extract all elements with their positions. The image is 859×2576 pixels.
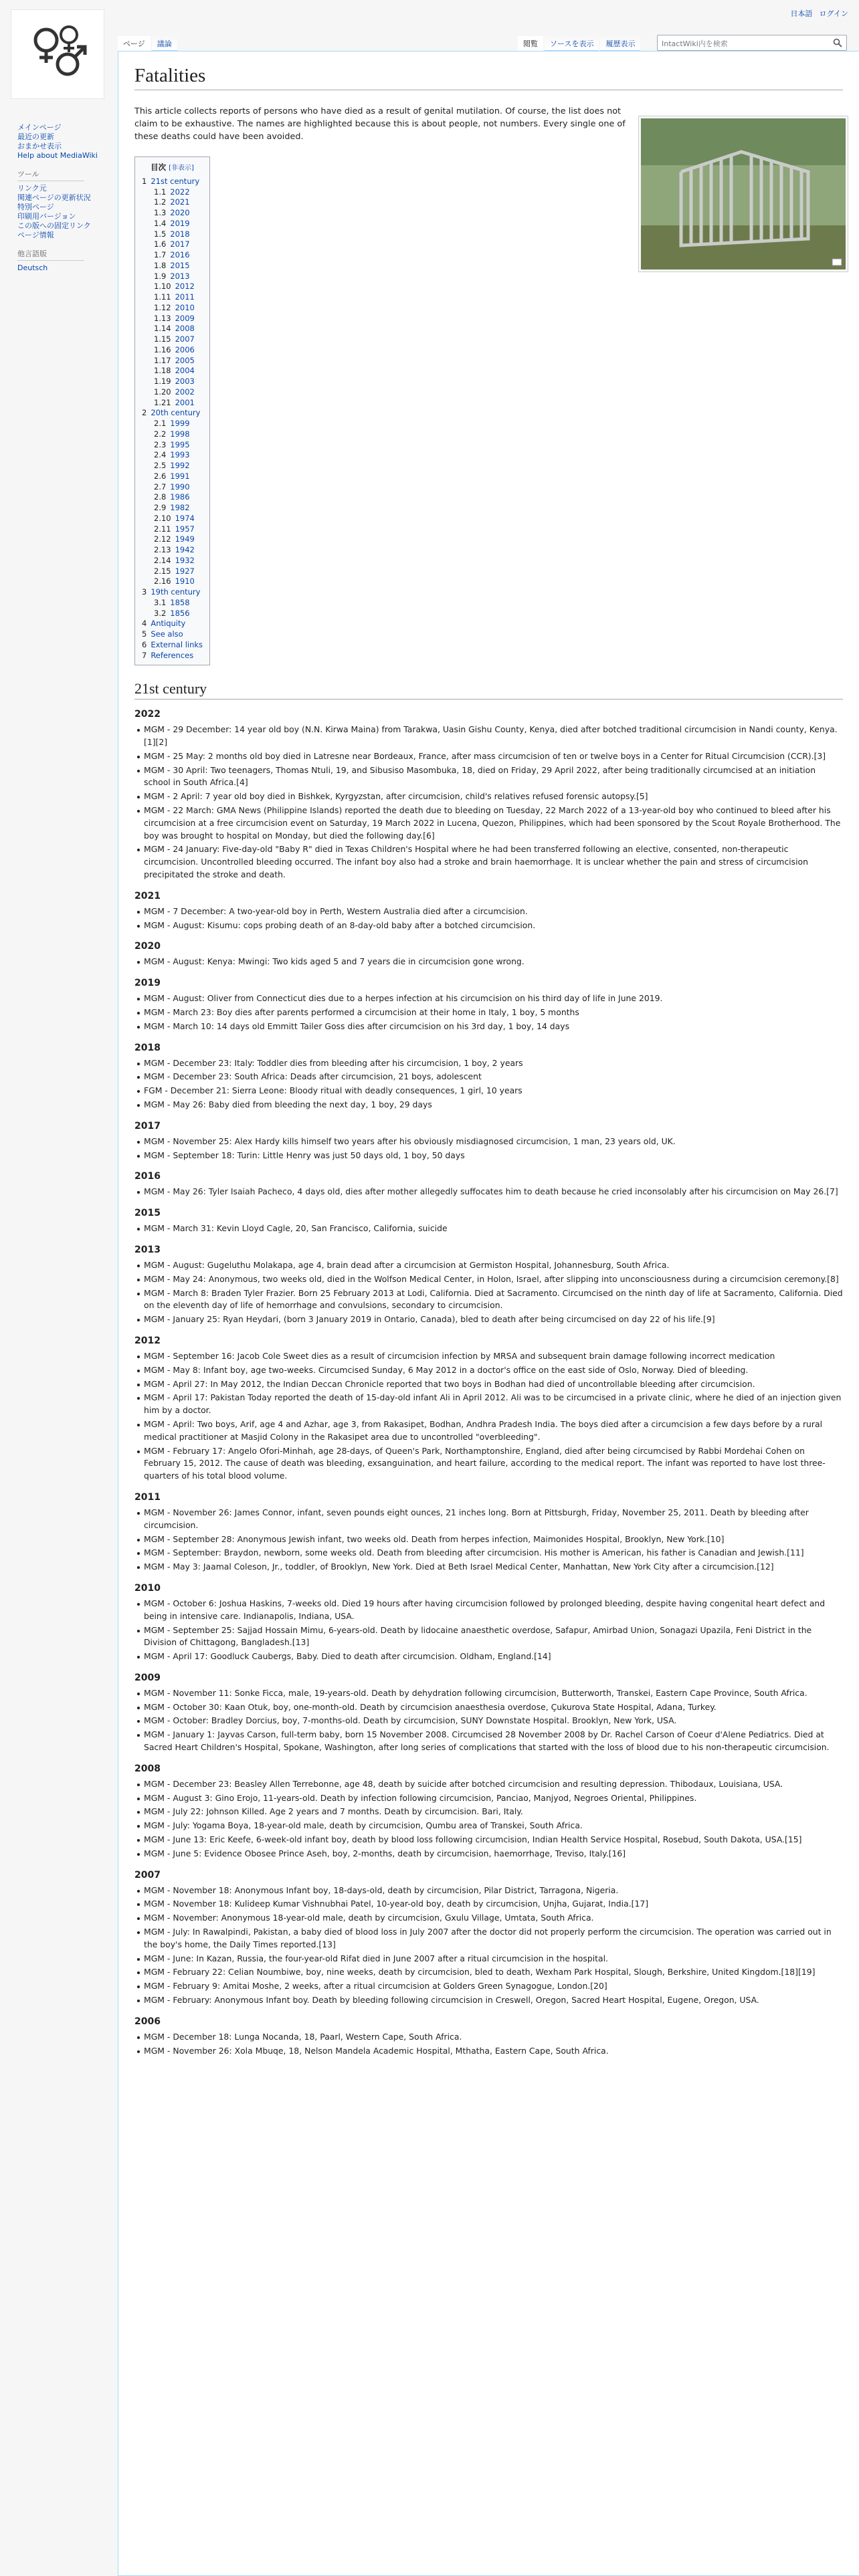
event-item: MGM - June 13: Eric Keefe, 6-week-old infant boy, death by blood loss following circumcision, Indian Health Service Hospital, Rosebud, South Dakota, USA.[15] xyxy=(134,1834,843,1846)
toc-item[interactable] xyxy=(142,576,203,587)
toc-item-label[interactable]: 2013 xyxy=(170,271,190,281)
event-item: MGM - February 17: Angelo Ofori-Minhah, age 28-days, of Queen's Park, Northamptonshire, England, died after being circumcised by Rabbi Mordehai Cohen on February 15, 2012. The cause of death was bleeding, exsanguination, and heart failure, according to the medical report. The infant was reported to have lost three-quarters of his total blood volume. xyxy=(134,1445,843,1483)
toc-item-number: 1.3 xyxy=(154,208,167,217)
toc-item-label[interactable]: 1932 xyxy=(175,555,195,565)
event-list xyxy=(134,1136,843,1162)
toc-item[interactable] xyxy=(142,334,203,345)
toc-item-number: 2.3 xyxy=(154,439,167,449)
toc-item-label[interactable]: 1993 xyxy=(170,450,190,460)
toc-item-number: 3 xyxy=(142,587,147,597)
toc-item-number: 1.20 xyxy=(154,387,171,397)
sidebar-item-tool[interactable]: 印刷用バージョン xyxy=(17,212,76,221)
toc-item-label[interactable]: 2008 xyxy=(175,324,195,334)
toc-item-label[interactable]: 1999 xyxy=(170,419,190,428)
event-item: MGM - February: Anonymous Infant boy. Death by bleeding following circumcision in Creswell, Oregon, Sacred Heart Hospital, Eugene, Oregon, USA. xyxy=(134,1994,843,2007)
toc-item-label[interactable]: 2016 xyxy=(170,250,190,259)
toc-item-number: 2.5 xyxy=(154,461,167,470)
toc-item-number: 1.10 xyxy=(154,282,171,292)
toc-list xyxy=(142,177,203,661)
toc-item-label[interactable]: 1942 xyxy=(175,545,195,554)
toc-item[interactable] xyxy=(142,261,203,272)
event-item: MGM - November: Anonymous 18-year-old male, death by circumcision, Gxulu Village, Umtata, South Africa. xyxy=(134,1912,843,1925)
tab-read[interactable]: 閲覧 xyxy=(518,36,543,51)
toc-item[interactable] xyxy=(142,250,203,261)
sidebar-languages xyxy=(17,263,118,273)
toc-item[interactable] xyxy=(142,471,203,482)
toc-item-number: 1.2 xyxy=(154,197,167,207)
toc-item[interactable] xyxy=(142,282,203,292)
search-placeholder: IntactWiki内を検索 xyxy=(662,39,728,48)
toc-item-number: 1 xyxy=(142,176,147,186)
event-item: MGM - December 23: South Africa: Deads after circumcision, 21 boys, adolescent xyxy=(134,1071,843,1083)
toc-item[interactable] xyxy=(142,619,203,629)
year-heading: 2013 xyxy=(134,1244,161,1255)
event-item: MGM - 25 May: 2 months old boy died in Latresne near Bordeaux, France, after mass circumcision of ten or twelve boys in a Center for Ritual Circumcision (CCR).[3] xyxy=(134,750,843,763)
toc-item[interactable] xyxy=(142,366,203,377)
login-link[interactable]: ログイン xyxy=(819,9,848,18)
toc-item-label[interactable]: 1990 xyxy=(170,481,190,492)
toc-item[interactable] xyxy=(142,419,203,429)
toc-item-label[interactable]: 2020 xyxy=(170,208,190,217)
toc-item-number: 1.6 xyxy=(154,239,167,249)
toc-item[interactable] xyxy=(142,187,203,198)
toc-item-number: 1.19 xyxy=(154,377,171,386)
personal-tools xyxy=(791,8,848,19)
toc-item-number: 1.9 xyxy=(154,271,167,281)
toc-item-number: 2.10 xyxy=(154,513,171,523)
event-item: MGM - November 25: Alex Hardy kills himself two years after his obviously misdiagnosed circumcision, 1 man, 23 years old, UK. xyxy=(134,1136,843,1148)
toc-item-number: 5 xyxy=(142,629,147,639)
sidebar-item-nav[interactable]: メインページ xyxy=(17,123,62,132)
year-heading: 2009 xyxy=(134,1672,161,1683)
year-heading: 2016 xyxy=(134,1171,161,1182)
year-heading: 2015 xyxy=(134,1208,161,1219)
sidebar-item-tool[interactable]: この版への固定リンク xyxy=(17,221,91,230)
event-item: MGM - May 8: Infant boy, age two-weeks. Circumcised Sunday, 6 May 2012 in a doctor's office on the east side of Oslo, Norway. Died of bleeding. xyxy=(134,1364,843,1377)
toc-item-number: 2 xyxy=(142,408,147,418)
view-tabs xyxy=(518,36,640,51)
toc-item[interactable] xyxy=(142,356,203,366)
toc-item-label[interactable]: 2001 xyxy=(175,397,195,407)
toc-item-number: 1.12 xyxy=(154,302,171,312)
event-list xyxy=(134,1507,843,1574)
toc-item-label[interactable]: 21st century xyxy=(151,176,200,186)
event-item: MGM - August: Kisumu: cops probing death of an 8-day-old baby after a botched circumcision. xyxy=(134,920,843,932)
event-item: MGM - 29 December: 14 year old boy (N.N. Kirwa Maina) from Tarakwa, Uasin Gishu County, Kenya, died after botched traditional circumcision in Nandi county, Kenya.[1][2] xyxy=(134,724,843,749)
toc-toggle-link[interactable]: [非表示] xyxy=(169,165,194,172)
sidebar-item-nav[interactable]: Help about MediaWiki xyxy=(17,151,98,160)
year-heading: 2022 xyxy=(134,709,161,720)
event-item: MGM - May 26: Baby died from bleeding the next day, 1 boy, 29 days xyxy=(134,1099,843,1111)
toc-item-number: 2.9 xyxy=(154,503,167,512)
sidebar-item-tool[interactable]: ページ情報 xyxy=(17,231,54,239)
toc-item-label[interactable]: 2006 xyxy=(175,344,195,354)
toc-item-label[interactable]: 2009 xyxy=(175,313,195,323)
toc-item-label[interactable]: 2015 xyxy=(170,260,190,270)
event-item: MGM - November 26: Xola Mbuqe, 18, Nelson Mandela Academic Hospital, Mthatha, Eastern Cape, South Africa. xyxy=(134,2045,843,2058)
toc-item-number: 2.11 xyxy=(154,524,171,534)
event-item: MGM - November 18: Anonymous Infant boy, 18-days-old, death by circumcision, Pilar District, Tarragona, Nigeria. xyxy=(134,1885,843,1897)
main-content xyxy=(118,51,859,2576)
event-item: MGM - November 26: James Connor, infant, seven pounds eight ounces, 21 inches long. Born at Pittsburgh, Friday, November 25, 2011. Death by bleeding after circumcision. xyxy=(134,1507,843,1532)
toc-item[interactable] xyxy=(142,387,203,398)
toc-title: 目次 [非表示] xyxy=(151,163,194,172)
toc-item-label[interactable]: 2007 xyxy=(175,334,195,344)
toc-item-number: 6 xyxy=(142,639,147,649)
sidebar-item-nav[interactable]: 最近の更新 xyxy=(17,132,54,141)
toc-item[interactable] xyxy=(142,629,203,640)
toc-item[interactable] xyxy=(142,492,203,503)
event-list xyxy=(134,992,843,1033)
toc-item[interactable] xyxy=(142,640,203,651)
toc-item-number: 4 xyxy=(142,619,147,629)
year-sections xyxy=(134,709,843,2057)
toc-item-number: 1.7 xyxy=(154,250,167,259)
event-list xyxy=(134,1598,843,1663)
toc-item[interactable] xyxy=(142,303,203,314)
toc-item-label[interactable]: 2022 xyxy=(170,187,190,197)
toc-item-number: 2.2 xyxy=(154,429,167,439)
toc-item[interactable] xyxy=(142,429,203,440)
toc-item[interactable] xyxy=(142,272,203,282)
toc-item-label[interactable]: 2017 xyxy=(170,239,190,249)
language-link[interactable]: 日本語 xyxy=(790,9,813,18)
year-heading: 2019 xyxy=(134,978,161,989)
event-item: MGM - 30 April: Two teenagers, Thomas Ntuli, 19, and Sibusiso Masombuka, 18, died on Friday, 29 April 2022, after being traditionally circumcised at an initiation school in South Africa.[4] xyxy=(134,764,843,790)
toc-item-number: 1.21 xyxy=(154,397,171,407)
event-item: MGM - February 22: Celian Noumbiwe, boy, nine weeks, death by circumcision, bled to death, Wexham Park Hospital, Slough, Berkshire, United Kingdom.[18][19] xyxy=(134,1966,843,1979)
toc-item-number: 2.13 xyxy=(154,545,171,554)
toc-item[interactable] xyxy=(142,398,203,409)
event-list xyxy=(134,2031,843,2058)
event-item: MGM - October 30: Kaan Otuk, boy, one-month-old. Death by circumcision anaesthesia overdose, Çukurova State Hospital, Adana, Turkey. xyxy=(134,1701,843,1714)
page-title: Fatalities xyxy=(134,65,843,90)
toc-item-label[interactable]: 1957 xyxy=(175,524,195,534)
toc-item-label[interactable]: 2004 xyxy=(175,366,195,376)
toc-item-number: 1.16 xyxy=(154,344,171,354)
event-item: MGM - January 1: Jayvas Carson, full-term baby, born 15 November 2008. Circumcised 28 November 2008 by Dr. Rachel Carson of Coeur d'Alene Pediatrics. Died at Sacred Heart Children's Hospital, Spokane, Washington, after long series of complications that started with the loss of blood due to his non-therapeutic circumcision. xyxy=(134,1729,843,1754)
toc-item[interactable] xyxy=(142,197,203,208)
toc-item-label[interactable]: 2003 xyxy=(175,377,195,386)
event-list xyxy=(134,1687,843,1754)
event-item: MGM - September: Braydon, newborn, some weeks old. Death from bleeding after circumcision. His mother is American, his father is Canadian and Jewish.[11] xyxy=(134,1547,843,1560)
toc-item[interactable] xyxy=(142,651,203,661)
search-icon[interactable] xyxy=(833,38,842,47)
toc-item-label[interactable]: 1986 xyxy=(170,492,190,502)
toc-item[interactable] xyxy=(142,377,203,387)
event-item: MGM - April 17: Goodluck Caubergs, Baby. Died to death after circumcision. Oldham, England.[14] xyxy=(134,1650,843,1663)
grave-fence-photo xyxy=(641,118,846,270)
toc-item-label[interactable]: References xyxy=(151,650,194,660)
toc-item-label[interactable]: See also xyxy=(151,629,183,639)
sidebar-item-nav[interactable]: おまかせ表示 xyxy=(17,142,62,150)
event-item: MGM - August: Kenya: Mwingi: Two kids aged 5 and 7 years die in circumcision gone wrong. xyxy=(134,956,843,968)
toc-item-label[interactable]: 1949 xyxy=(175,534,195,544)
toc-item[interactable] xyxy=(142,461,203,471)
toc-item-label[interactable]: 2011 xyxy=(175,292,195,302)
event-item: MGM - March 10: 14 days old Emmitt Tailer Goss dies after circumcision on his 3rd day, 1 boy, 14 days xyxy=(134,1021,843,1033)
event-item: MGM - September 18: Turin: Little Henry was just 50 days old, 1 boy, 50 days xyxy=(134,1150,843,1162)
toc-item-label[interactable]: 2005 xyxy=(175,355,195,365)
year-heading: 2017 xyxy=(134,1120,161,1132)
event-item: MGM - April 27: In May 2012, the Indian Deccan Chronicle reported that two boys in Bodhan had died of uncontrollable bleeding after circumcision. xyxy=(134,1378,843,1391)
toc-item[interactable] xyxy=(142,314,203,324)
toc-item[interactable] xyxy=(142,229,203,240)
toc-item-label[interactable]: 1910 xyxy=(175,576,195,586)
event-item: MGM - 2 April: 7 year old boy died in Bishkek, Kyrgyzstan, after circumcision, child's relatives refused forensic autopsy.[5] xyxy=(134,790,843,803)
toc-item-label[interactable]: Antiquity xyxy=(151,619,186,629)
toc-item-label[interactable]: 1858 xyxy=(170,597,190,607)
table-of-contents xyxy=(134,156,210,665)
sidebar xyxy=(17,123,118,273)
gender-symbols-icon xyxy=(21,17,94,91)
toc-item[interactable] xyxy=(142,566,203,577)
toc-item-label[interactable]: 1856 xyxy=(170,608,190,618)
event-list xyxy=(134,1350,843,1483)
toc-item-label[interactable]: 2019 xyxy=(170,218,190,228)
event-item: MGM - November 18: Kulideep Kumar Vishnubhai Patel, 10-year-old boy, death by circumcision, Unjha, Gujarat, India.[17] xyxy=(134,1898,843,1911)
search-input[interactable] xyxy=(657,35,847,51)
event-item: MGM - August: Gugeluthu Molakapa, age 4, brain dead after a circumcision at Germiston Hospital, Johannesburg, South Africa. xyxy=(134,1259,843,1272)
toc-item-number: 2.16 xyxy=(154,576,171,586)
toc-item-number: 2.12 xyxy=(154,534,171,544)
sidebar-item-tool[interactable]: リンク元 xyxy=(17,184,47,193)
event-item: MGM - September 28: Anonymous Jewish infant, two weeks old. Death from herpes infection, Maimonides Hospital, Brooklyn, New York.[10] xyxy=(134,1533,843,1546)
event-item: MGM - October: Bradley Dorcius, boy, 7-months-old. Death by circumcision, SUNY Downstate Hospital. Brooklyn, New York, USA. xyxy=(134,1715,843,1727)
event-item: MGM - September 16: Jacob Cole Sweet dies as a result of circumcision infection by MRSA and subsequent brain damage following incorrect medication xyxy=(134,1350,843,1363)
toc-item-number: 1.1 xyxy=(154,187,167,197)
toc-item-number: 2.1 xyxy=(154,419,167,428)
event-item: MGM - 7 December: A two-year-old boy in Perth, Western Australia died after a circumcision. xyxy=(134,905,843,918)
event-list xyxy=(134,724,843,881)
toc-item-number: 1.18 xyxy=(154,366,171,376)
event-item: MGM - September 25: Sajjad Hossain Mimu, 6-years-old. Death by lidocaine anaesthetic overdose, Safapur, Amirbad Union, Sonagazi Upazila, Feni District in the Division of Chittagong, Bangladesh.[13] xyxy=(134,1624,843,1650)
toc-item-number: 3.2 xyxy=(154,608,167,618)
toc-item[interactable] xyxy=(142,534,203,545)
toc-item-label[interactable]: 2018 xyxy=(170,229,190,239)
event-item: FGM - December 21: Sierra Leone: Bloody ritual with deadly consequences, 1 girl, 10 years xyxy=(134,1085,843,1097)
toc-item-label[interactable]: External links xyxy=(151,639,203,649)
toc-item[interactable] xyxy=(142,345,203,356)
toc-item-label[interactable]: 1992 xyxy=(170,461,190,470)
year-heading: 2012 xyxy=(134,1335,161,1346)
toc-item-number: 1.8 xyxy=(154,260,167,270)
event-list xyxy=(134,1778,843,1860)
toc-item[interactable] xyxy=(142,482,203,493)
event-list xyxy=(134,1222,843,1235)
sidebar-item-tool[interactable]: 特別ページ xyxy=(17,203,54,211)
toc-item-number: 2.4 xyxy=(154,450,167,460)
toc-item[interactable] xyxy=(142,598,203,609)
thumbnail-image[interactable] xyxy=(638,116,848,272)
toc-item[interactable] xyxy=(142,524,203,535)
event-item: MGM - December 23: Beasley Allen Terrebonne, age 48, death by suicide after botched circumcision and resulting depression. Thibodaux, Louisiana, USA. xyxy=(134,1778,843,1791)
event-item: MGM - March 31: Kevin Lloyd Cagle, 20, San Francisco, California, suicide xyxy=(134,1222,843,1235)
year-heading: 2011 xyxy=(134,1491,161,1503)
toc-item-number: 2.14 xyxy=(154,555,171,565)
toc-item[interactable] xyxy=(142,609,203,619)
event-item: MGM - July: Yogama Boya, 18-year-old male, death by circumcision, Qumbu area of Transkei, South Africa. xyxy=(134,1820,843,1832)
namespace-tabs xyxy=(118,36,177,51)
toc-item-label[interactable]: 1998 xyxy=(170,429,190,439)
section-heading: 21st century xyxy=(134,680,843,700)
event-item: MGM - March 8: Braden Tyler Frazier. Born 25 February 2013 at Lodi, California. Died at Sacramento. Circumcised on the ninth day of life at Sacramento, California. Died on the eleventh day of life of hemorrhage and convulsions, secondary to circumcision. xyxy=(134,1287,843,1313)
event-item: MGM - July 22: Johnson Killed. Age 2 years and 7 months. Death by circumcision. Bari, Italy. xyxy=(134,1806,843,1818)
toc-item-label[interactable]: 19th century xyxy=(151,587,201,597)
event-item: MGM - November 11: Sonke Ficca, male, 19-years-old. Death by dehydration following circumcision, Butterworth, Transkei, Eastern Cape Province, South Africa. xyxy=(134,1687,843,1700)
year-heading: 2008 xyxy=(134,1763,161,1774)
event-item: MGM - January 25: Ryan Heydari, (born 3 January 2019 in Ontario, Canada), bled to death after being circumcised on day 22 of his life.[9] xyxy=(134,1313,843,1326)
toc-item[interactable] xyxy=(142,177,203,187)
toc-item[interactable] xyxy=(142,408,203,419)
event-item: MGM - October 6: Joshua Haskins, 7-weeks old. Died 19 hours after having circumcision followed by prolonged bleeding, despite having congenital heart defect and being in intensive care. Indianapolis, Indiana, USA. xyxy=(134,1598,843,1623)
toc-item-number: 1.5 xyxy=(154,229,167,239)
toc-item[interactable] xyxy=(142,292,203,303)
toc-item-label[interactable]: 2021 xyxy=(170,197,190,207)
toc-item-number: 2.8 xyxy=(154,492,167,502)
toc-item-number: 7 xyxy=(142,650,147,660)
event-item: MGM - April: Two boys, Arif, age 4 and Azhar, age 3, from Rakasipet, Bodhan, Andhra Pradesh India. The boys died after a circumcision a few days before by a rural medical practitioner at Masjid Colony in the Rakasipet area due to uncontrolled "overbleeding". xyxy=(134,1418,843,1444)
event-item: MGM - 22 March: GMA News (Philippine Islands) reported the death due to bleeding on Tuesday, 22 March 2022 of a 13-year-old boy who continued to bleed after his circumcision at a free circumcision event on Saturday, 19 March 2022 in Lucena, Quezon, Philippines, which had been sponsored by the Scout Royale Brotherhood. The boy was brought to hospital on Monday, but died the following day.[6] xyxy=(134,804,843,842)
event-list xyxy=(134,905,843,932)
event-item: MGM - June: In Kazan, Russia, the four-year-old Rifat died in June 2007 after a ritual circumcision in the hospital. xyxy=(134,1953,843,1965)
toc-item-number: 2.6 xyxy=(154,471,167,481)
tab-history[interactable]: 履歴表示 xyxy=(600,36,640,51)
toc-item[interactable] xyxy=(142,219,203,229)
toc-item-number: 1.11 xyxy=(154,292,171,302)
intro-paragraph: This article collects reports of persons who have died as a result of genital mutilation. Of course, the list does not claim to be exhaustive. The names are highlighted because this is about people, not numbers. Every single one of these deaths could have been avoided. xyxy=(134,106,626,142)
year-heading: 2010 xyxy=(134,1582,161,1594)
event-list xyxy=(134,1057,843,1111)
toc-item[interactable] xyxy=(142,208,203,219)
year-heading: 2006 xyxy=(134,2016,161,2027)
event-item: MGM - March 23: Boy dies after parents performed a circumcision at their home in Italy, 1 boy, 5 months xyxy=(134,1006,843,1019)
event-item: MGM - May 26: Tyler Isaiah Pacheco, 4 days old, dies after mother allegedly suffocates him to death because he cried inconsolably after his circumcision on May 26.[7] xyxy=(134,1186,843,1198)
tab-talk[interactable]: 議論 xyxy=(152,36,177,51)
sidebar-item-tool[interactable]: 関連ページの更新状況 xyxy=(17,193,91,202)
tab-view-source[interactable]: ソースを表示 xyxy=(545,36,599,51)
toc-item[interactable] xyxy=(142,440,203,451)
year-heading: 2018 xyxy=(134,1042,161,1053)
toc-item-label[interactable]: 1927 xyxy=(175,566,195,576)
toc-item-label[interactable]: 20th century xyxy=(151,408,201,418)
event-item: MGM - May 3: Jaamal Coleson, Jr., toddler, of Brooklyn, New York. Died at Beth Israel Medical Center, Manhattan, New York City after a circumcision.[12] xyxy=(134,1561,843,1574)
year-heading: 2021 xyxy=(134,890,161,901)
toc-item-label[interactable]: 1991 xyxy=(170,471,190,481)
toc-item-number: 1.13 xyxy=(154,313,171,323)
toc-item[interactable] xyxy=(142,545,203,556)
toc-item[interactable] xyxy=(142,503,203,514)
toc-item-number: 3.1 xyxy=(154,597,167,607)
event-item: MGM - December 18: Lunga Nocanda, 18, Paarl, Western Cape, South Africa. xyxy=(134,2031,843,2044)
event-item: MGM - 24 January: Five-day-old "Baby R" died in Texas Children's Hospital where he had been transferred following an elective, consented, non-therapeutic circumcision. Uncontrolled bleeding occurred. The infant boy also had a stroke and brain haemorrhage. It is unclear whether the pain and stress of circumcision precipitated the stroke and death. xyxy=(134,843,843,881)
toc-item[interactable] xyxy=(142,324,203,334)
tab-page[interactable]: ページ xyxy=(118,36,151,51)
sidebar-navigation xyxy=(17,123,118,160)
event-list xyxy=(134,1259,843,1326)
toc-item[interactable] xyxy=(142,239,203,250)
sidebar-item-language[interactable]: Deutsch xyxy=(17,263,48,272)
toc-item-label[interactable]: 2012 xyxy=(175,282,195,292)
event-item: MGM - July: In Rawalpindi, Pakistan, a baby died of blood loss in July 2007 after the doctor did not properly perform the circumcision. The operation was carried out in the boy's home, the Daily Times reported.[13] xyxy=(134,1926,843,1951)
toc-item-label[interactable]: 1974 xyxy=(175,513,195,523)
toc-item[interactable] xyxy=(142,514,203,524)
toc-item-number: 1.15 xyxy=(154,334,171,344)
year-heading: 2020 xyxy=(134,941,161,952)
event-item: MGM - August: Oliver from Connecticut dies due to a herpes infection at his circumcision on his third day of life in June 2019. xyxy=(134,992,843,1005)
event-item: MGM - February 9: Amitai Moshe, 2 weeks, after a ritual circumcision at Golders Green Synagogue, London.[20] xyxy=(134,1980,843,1993)
event-item: MGM - June 5: Evidence Obosee Prince Aseh, boy, 2-months, death by circumcision, haemorrhage, Treviso, Italy.[16] xyxy=(134,1848,843,1860)
event-item: MGM - August 3: Gino Erojo, 11-years-old. Death by infection following circumcision, Panciao, Manjyod, Negroes Oriental, Philippines. xyxy=(134,1792,843,1805)
sidebar-tools xyxy=(17,184,118,240)
toc-item[interactable] xyxy=(142,450,203,461)
toc-item[interactable] xyxy=(142,587,203,598)
toc-item-number: 2.7 xyxy=(154,481,167,492)
site-logo[interactable] xyxy=(11,9,104,99)
event-item: MGM - December 23: Italy: Toddler dies from bleeding after his circumcision, 1 boy, 2 years xyxy=(134,1057,843,1070)
year-heading: 2007 xyxy=(134,1869,161,1881)
toc-item-number: 1.4 xyxy=(154,218,167,228)
event-list xyxy=(134,1186,843,1198)
toc-item-number: 1.17 xyxy=(154,355,171,365)
toc-item[interactable] xyxy=(142,556,203,566)
toc-item-label[interactable]: 1982 xyxy=(170,503,190,512)
toc-item-label[interactable]: 1995 xyxy=(170,439,190,449)
toc-item-label[interactable]: 2002 xyxy=(175,387,195,397)
event-item: MGM - April 17: Pakistan Today reported the death of 15-day-old infant Ali in April 2012. Ali was to be circumcised in a private clinic, where he died of an injection given him by a doctor. xyxy=(134,1392,843,1417)
event-item: MGM - May 24: Anonymous, two weeks old, died in the Wolfson Medical Center, in Holon, Israel, after slipping into unconsciousness during a circumcision ceremony.[8] xyxy=(134,1273,843,1286)
toc-item-number: 1.14 xyxy=(154,324,171,334)
event-list xyxy=(134,956,843,968)
sidebar-tools-heading: ツール xyxy=(17,170,84,181)
toc-item-label[interactable]: 2010 xyxy=(175,302,195,312)
event-list xyxy=(134,1885,843,2007)
toc-item-number: 2.15 xyxy=(154,566,171,576)
sidebar-languages-heading: 他言語版 xyxy=(17,249,84,261)
